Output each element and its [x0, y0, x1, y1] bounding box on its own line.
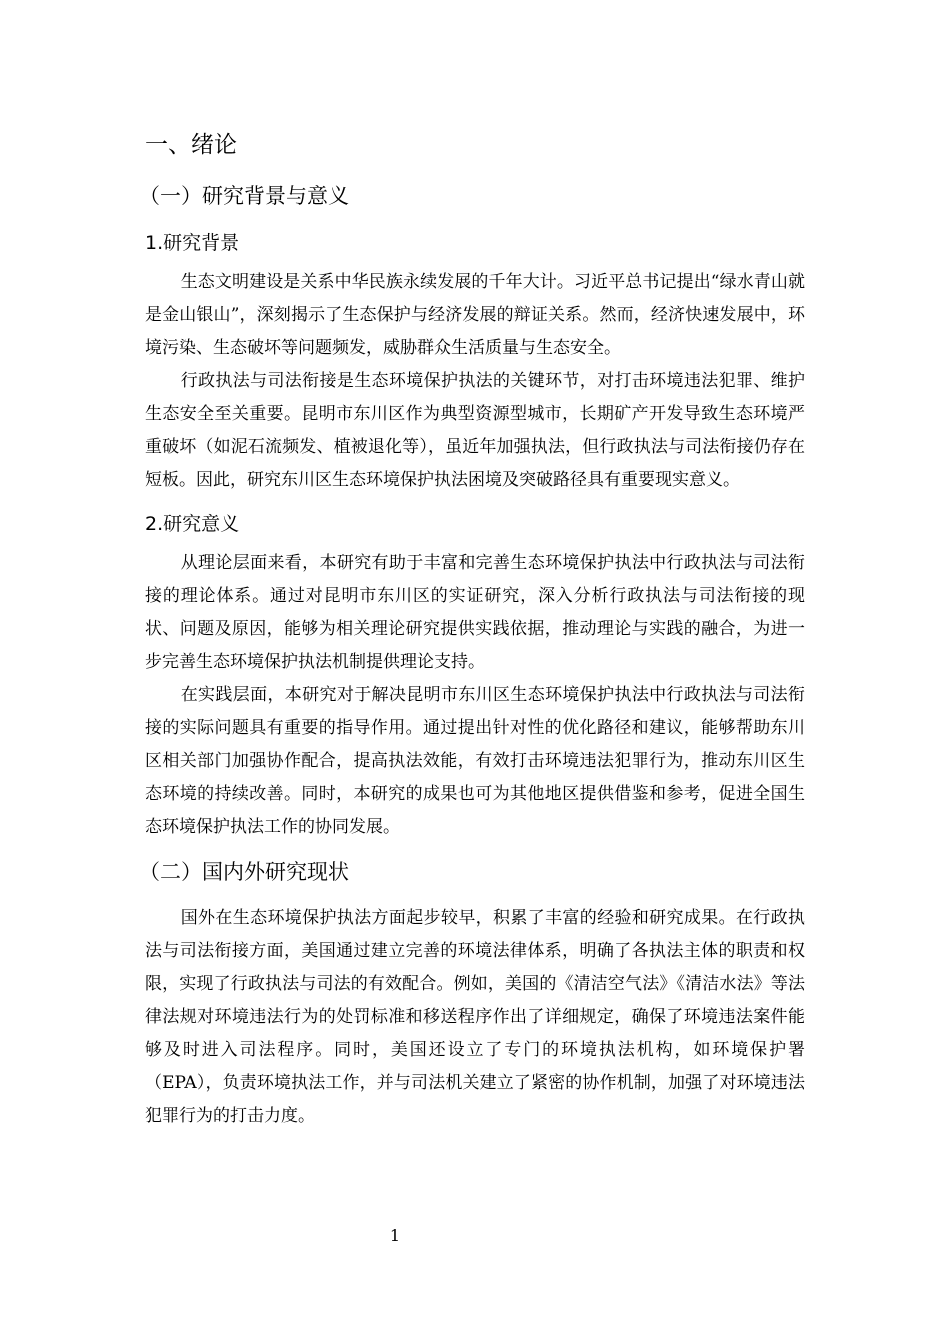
paragraph: 行政执法与司法衔接是生态环境保护执法的关键环节，对打击环境违法犯罪、维护生态安全至关重要。昆明市东川区作为典型资源型城市，长期矿产开发导致生态环境严重破坏（如泥石流频发、植被退化等），虽近年加强执法，但行政执法与司法衔接仍存在短板。因此，研究东川区生态环境保护执法困境及突破路径具有重要现实意义。 [145, 371, 805, 490]
section-title-research-status: （二）国内外研究现状 [139, 860, 349, 884]
page-content [139, 126, 805, 1133]
paragraph: 在实践层面，本研究对于解决昆明市东川区生态环境保护执法中行政执法与司法衔接的实际问题具有重要的指导作用。通过提出针对性的优化路径和建议，能够帮助东川区相关部门加强协作配合，提高执法效能，有效打击环境违法犯罪行为，推动东川区生态环境的持续改善。同时，本研究的成果也可为其他地区提供借鉴和参考，促进全国生态环境保护执法工作的协同发展。 [145, 685, 805, 837]
section-title-background: （一）研究背景与意义 [139, 184, 349, 208]
page-number: 1 [389, 1226, 401, 1245]
subsection-title-significance: 2.研究意义 [145, 513, 240, 535]
subsection-title-background: 1.研究背景 [145, 232, 240, 254]
paragraph: 从理论层面来看，本研究有助于丰富和完善生态环境保护执法中行政执法与司法衔接的理论体系。通过对昆明市东川区的实证研究，深入分析行政执法与司法衔接的现状、问题及原因，能够为相关理论研究提供实践依据，推动理论与实践的融合，为进一步完善生态环境保护执法机制提供理论支持。 [145, 553, 805, 672]
paragraph: 生态文明建设是关系中华民族永续发展的千年大计。习近平总书记提出“绿水青山就是金山银山”，深刻揭示了生态保护与经济发展的辩证关系。然而，经济快速发展中，环境污染、生态破坏等问题频发，威胁群众生活质量与生态安全。 [145, 272, 805, 358]
paragraph: 国外在生态环境保护执法方面起步较早，积累了丰富的经验和研究成果。在行政执法与司法衔接方面，美国通过建立完善的环境法律体系，明确了各执法主体的职责和权限，实现了行政执法与司法的有效配合。例如，美国的《清洁空气法》《清洁水法》等法律法规对环境违法行为的处罚标准和移送程序作出了详细规定，确保了环境违法案件能够及时进入司法程序。同时，美国还设立了专门的环境执法机构，如环境保护署（EPA），负责环境执法工作，并与司法机关建立了紧密的协作机制，加强了对环境违法犯罪行为的打击力度。 [145, 908, 805, 1126]
chapter-title: 一、绪论 [145, 132, 237, 158]
